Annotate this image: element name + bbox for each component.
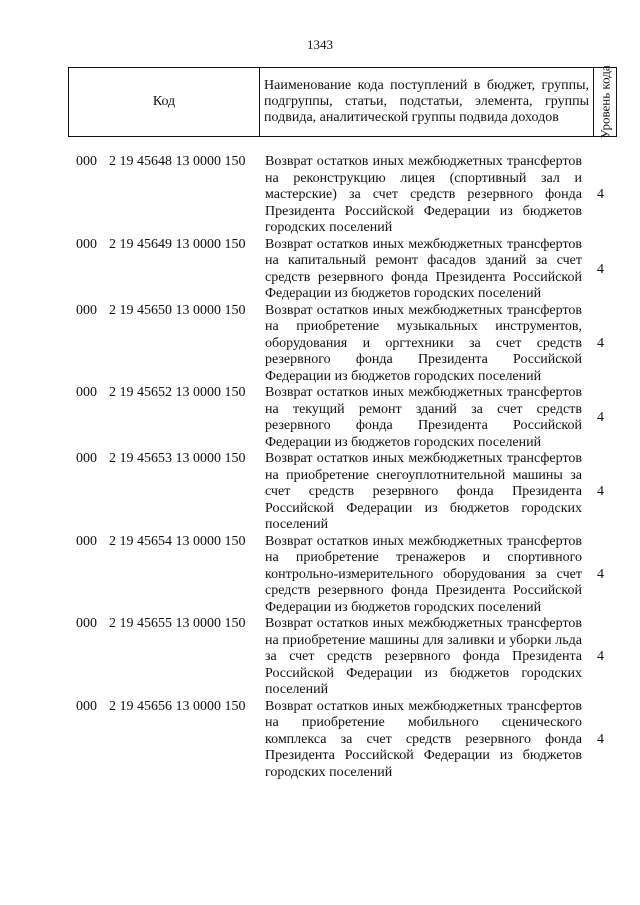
row-description: Возврат остатков иных межбюджетных трансфертов на реконструкцию лицея (спортивный зал и мастерские) за счет средств резервного фонда Президента Российской Федерации из бюджетов городских поселений — [265, 154, 582, 235]
row-code: 2 19 45656 13 0000 150 — [109, 698, 246, 714]
row-prefix: 000 — [76, 236, 97, 252]
column-header-code: Код — [69, 68, 260, 137]
table-row — [0, 451, 640, 534]
row-description: Возврат остатков иных межбюджетных трансфертов на приобретение тренажеров и спортивного контрольно-измерительного оборудования за счет средств резервного фонда Президента Российской Федерации из бюджетов городских поселений — [265, 533, 582, 615]
row-code: 2 19 45649 13 0000 150 — [109, 236, 246, 252]
row-level: 4 — [597, 566, 604, 582]
row-description: Возврат остатков иных межбюджетных трансфертов на приобретение музыкальных инструментов, оборудования и оргтехники за счет средств резервного фонда Президента Российской Федерации из бюджетов городских поселений — [265, 302, 582, 384]
row-code: 2 19 45650 13 0000 150 — [109, 302, 246, 318]
table-body — [0, 154, 640, 781]
row-level: 4 — [597, 484, 604, 500]
row-code: 2 19 45654 13 0000 150 — [109, 533, 246, 549]
table-row — [0, 385, 640, 451]
row-description: Возврат остатков иных межбюджетных трансфертов на капитальный ремонт фасадов зданий за счет средств резервного фонда Президента Российской Федерации из бюджетов городских поселений — [265, 236, 582, 301]
row-code: 2 19 45655 13 0000 150 — [109, 616, 246, 631]
row-prefix: 000 — [76, 154, 97, 169]
row-prefix: 000 — [76, 302, 97, 318]
column-header-level-label: Уровень кода — [597, 65, 613, 139]
row-code: 2 19 45648 13 0000 150 — [109, 154, 246, 169]
table-row — [0, 154, 640, 237]
row-description: Возврат остатков иных межбюджетных трансфертов на приобретение машины для заливки и уборки льда за счет средств резервного фонда Президента Российской Федерации из бюджетов городских поселений — [265, 616, 582, 697]
table-header — [68, 67, 617, 137]
table-row — [0, 237, 640, 303]
table-row — [0, 616, 640, 699]
row-description: Возврат остатков иных межбюджетных трансфертов на текущий ремонт зданий за счет средств резервного фонда Президента Российской Федерации из бюджетов городских поселений — [265, 385, 582, 450]
row-prefix: 000 — [76, 385, 97, 400]
page-number: 1343 — [307, 37, 333, 52]
column-header-name: Наименование кода поступлений в бюджет, группы, подгруппы, статьи, подстатьи, элемента, группы подвида, аналитической группы подвида доходов — [260, 68, 594, 137]
row-prefix: 000 — [76, 533, 97, 549]
row-level: 4 — [597, 335, 604, 351]
row-prefix: 000 — [76, 616, 97, 631]
row-code: 2 19 45652 13 0000 150 — [109, 385, 246, 400]
row-description: Возврат остатков иных межбюджетных трансфертов на приобретение снегоуплотнительной машины за счет средств резервного фонда Президента Российской Федерации из бюджетов городских поселений — [265, 451, 582, 532]
row-level: 4 — [597, 261, 604, 277]
table-row — [0, 303, 640, 386]
table-row — [0, 699, 640, 782]
row-code: 2 19 45653 13 0000 150 — [109, 451, 246, 466]
column-header-level — [594, 65, 617, 139]
row-level: 4 — [597, 649, 604, 665]
row-level: 4 — [597, 731, 604, 747]
row-level: 4 — [597, 187, 604, 203]
row-prefix: 000 — [76, 698, 97, 714]
row-prefix: 000 — [76, 451, 97, 466]
table-row — [0, 534, 640, 617]
row-level: 4 — [597, 410, 604, 425]
row-description: Возврат остатков иных межбюджетных трансфертов на приобретение мобильного сценического комплекса за счет средств резервного фонда Президента Российской Федерации из бюджетов городских поселений — [265, 698, 582, 780]
